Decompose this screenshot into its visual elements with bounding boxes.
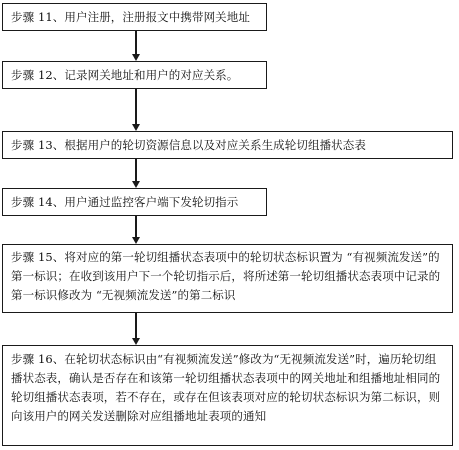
step-12-box — [2, 61, 267, 89]
arrow-13-14 — [135, 159, 137, 181]
step-15-text: 步骤 15、将对应的第一轮切组播状态表项中的轮切状态标识置为 “有视频流发送”的第一标识；在收到该用户下一个轮切指示后，将所述第一轮切组播状态表项中记录的第一标识修改为 “无视频流发送”的第二标识 — [11, 250, 441, 302]
step-13-text: 步骤 13、根据用户的轮切资源信息以及对应关系生成轮切组播状态表 — [11, 137, 366, 152]
arrow-12-13-head — [132, 124, 140, 131]
arrow-13-14-head — [132, 181, 140, 188]
step-14-text: 步骤 14、用户通过监控客户端下发轮切指示 — [11, 194, 239, 209]
step-12-text: 步骤 12、记录网关地址和用户的对应关系。 — [11, 67, 239, 82]
arrow-11-12 — [135, 31, 137, 54]
arrow-12-13 — [135, 89, 137, 124]
arrow-15-16-head — [132, 338, 140, 345]
arrow-11-12-head — [132, 54, 140, 61]
step-13-box — [2, 131, 453, 159]
step-16-box — [2, 345, 453, 446]
step-14-box — [2, 188, 267, 216]
arrow-15-16 — [135, 313, 137, 338]
step-11-text: 步骤 11、用户注册，注册报文中携带网关地址 — [11, 9, 250, 24]
step-16-text: 步骤 16、在轮切状态标识由“有视频流发送”修改为“无视频流发送”时，遍历轮切组播状态表，确认是否存在和该第一轮切组播状态表项中的网关地址和组播地址相同的轮切组播状态表项，若不存在，或存在但该表项对应的轮切状态标识为第二标识，则向该用户的网关发送删除对应组播地址表项的通知 — [11, 352, 441, 423]
arrow-14-15-head — [132, 237, 140, 244]
arrow-14-15 — [135, 216, 137, 237]
step-15-box — [2, 244, 453, 313]
step-11-box — [2, 3, 267, 31]
